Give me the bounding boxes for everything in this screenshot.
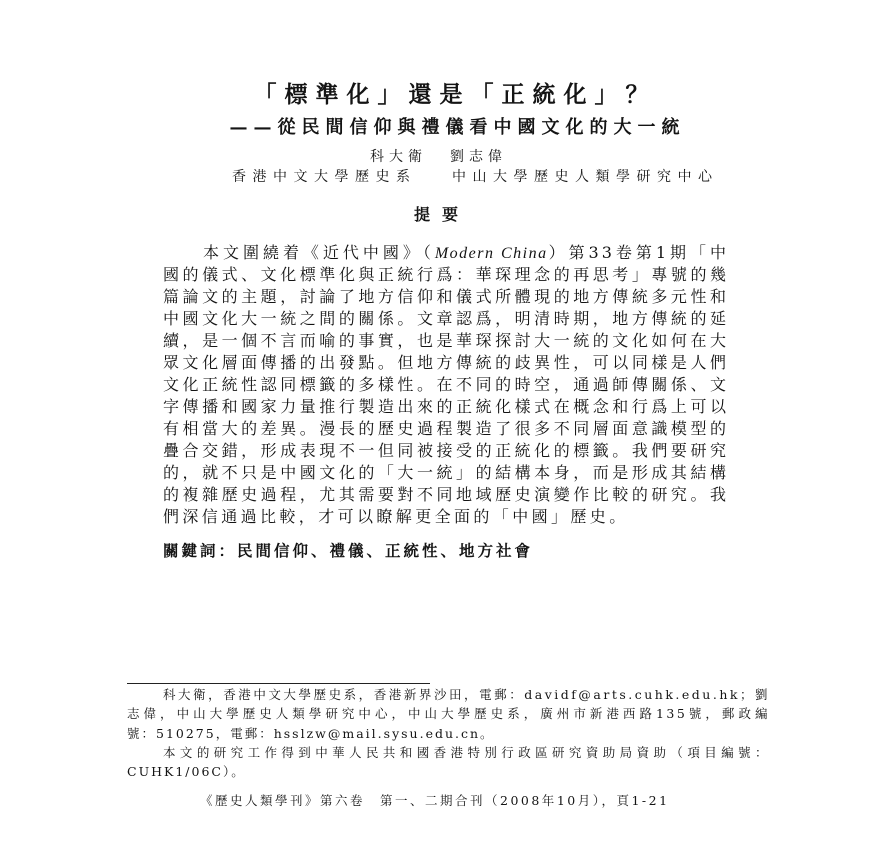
abstract-line: 中國文化大一統之間的關係。文章認爲，明清時期，地方傳統的延 xyxy=(163,309,729,328)
author-affiliation: 香港中文大學歷史系 xyxy=(232,169,417,185)
abstract-line: 眾文化層面傳播的出發點。但地方傳統的歧異性，可以同樣是人們 xyxy=(163,353,729,372)
abstract-line: 的複雜歷史過程，尤其需要對不同地域歷史演變作比較的研究。我 xyxy=(163,485,729,504)
paper-title: 「標準化」還是「正統化」？ xyxy=(253,81,657,108)
abstract-line: 篇論文的主題，討論了地方信仰和儀式所體現的地方傳統多元性和 xyxy=(163,287,729,306)
keywords xyxy=(163,540,533,562)
abstract-line: 有相當大的差異。漫長的歷史過程製造了很多不同層面意識模型的 xyxy=(163,419,729,438)
paper-subtitle: ——從民間信仰與禮儀看中國文化的大一統 xyxy=(229,117,686,138)
abstract-heading: 提要 xyxy=(414,205,471,224)
footnote-line: 號：510275，電郵：hsslzw@mail.sysu.edu.cn。 xyxy=(127,725,495,741)
abstract-body xyxy=(163,242,729,528)
footnote-divider xyxy=(127,683,430,684)
abstract-line: 疊合交錯，形成表現不一但同被接受的正統化的標籤。我們要研究 xyxy=(163,441,729,460)
abstract-text: 本文圍繞着《近代中國》（ xyxy=(203,243,435,262)
author-affiliation: 中山大學歷史人類學研究中心 xyxy=(452,169,719,185)
abstract-line: 們深信通過比較，才可以瞭解更全面的「中國」歷史。 xyxy=(163,507,629,526)
abstract-line: 續，是一個不言而喻的事實，也是華琛探討大一統的文化如何在大 xyxy=(163,331,729,350)
author-name: 科大衛 xyxy=(370,149,427,165)
author-name: 劉志偉 xyxy=(450,149,507,165)
abstract-text: ）第33卷第1期「中 xyxy=(547,243,729,262)
abstract-line: 文化正統性認同標籤的多樣性。在不同的時空，通過師傳關係、文 xyxy=(163,375,729,394)
abstract-line: 國的儀式、文化標準化與正統行爲：華琛理念的再思考」專號的幾 xyxy=(163,265,729,284)
footnote-line: CUHK1/06C）。 xyxy=(127,764,246,780)
abstract-line: 的，就不只是中國文化的「大一統」的結構本身，而是形成其結構 xyxy=(163,463,729,482)
abstract-line: 字傳播和國家力量推行製造出來的正統化樣式在概念和行爲上可以 xyxy=(163,397,729,416)
keywords-value: 民間信仰、禮儀、正統性、地方社會 xyxy=(237,541,534,560)
journal-name-italic: Modern China xyxy=(434,245,548,262)
footnotes xyxy=(127,685,770,781)
footnote-line: 科大衛，香港中文大學歷史系，香港新界沙田，電郵：davidf@arts.cuhk.edu.hk；劉 xyxy=(163,687,770,702)
journal-citation-footer: 《歷史人類學刊》第六卷 第一、二期合刊（2008年10月），頁1-21 xyxy=(200,793,670,808)
keywords-label: 關鍵詞： xyxy=(163,541,238,560)
footnote-line: 志偉，中山大學歷史人類學研究中心，中山大學歷史系，廣州市新港西路135號，郵政編 xyxy=(127,706,770,722)
footnote-line: 本文的研究工作得到中華人民共和國香港特別行政區研究資助局資助（項目編號： xyxy=(163,744,770,760)
abstract-line xyxy=(163,242,729,264)
